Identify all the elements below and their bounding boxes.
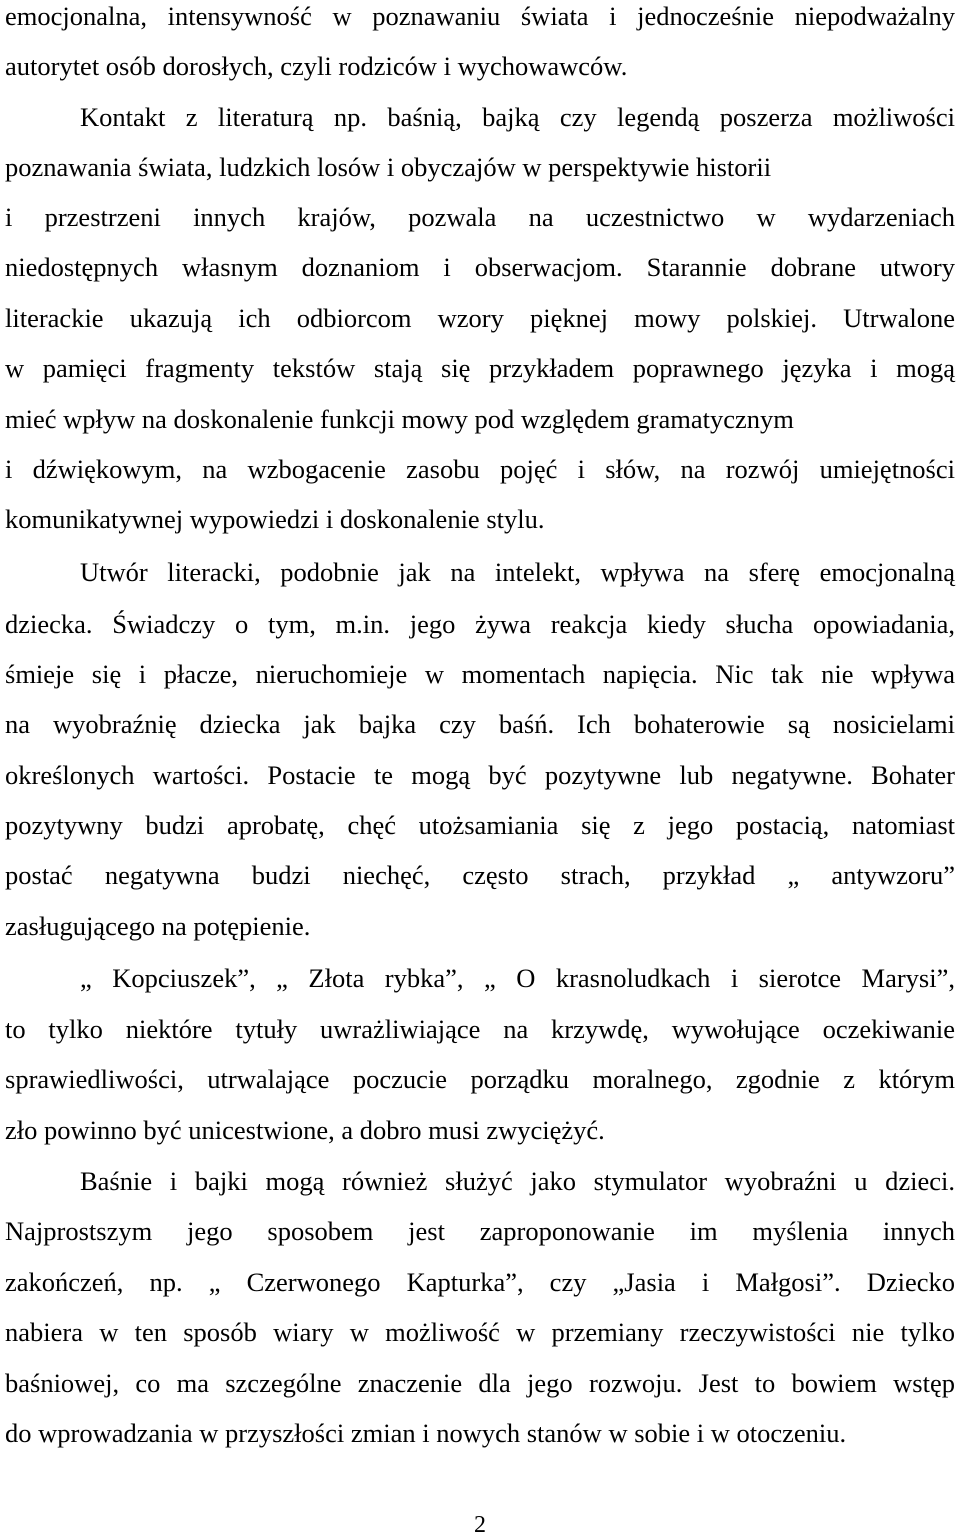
text-line: dziecka. Świadczy o tym, m.in. jego żywa reakcja kiedy słucha opowiadania, xyxy=(5,609,955,639)
text-line: i dźwiękowym, na wzbogacenie zasobu pojęć i słów, na rozwój umiejętności xyxy=(5,454,955,484)
text-line: postać negatywna budzi niechęć, często strach, przykład „ antywzoru” xyxy=(5,860,955,890)
text-line: poznawania świata, ludzkich losów i obyczajów w perspektywie historii xyxy=(5,152,772,182)
text-line: śmieje się i płacze, nieruchomieje w momentach napięcia. Nic tak nie wpływa xyxy=(5,659,955,689)
text-line: niedostępnych własnym doznaniom i obserwacjom. Starannie dobrane utwory xyxy=(5,252,955,282)
text-line: Utwór literacki, podobnie jak na intelekt, wpływa na sferę emocjonalną xyxy=(80,557,955,587)
text-line: zakończeń, np. „ Czerwonego Kapturka”, czy „Jasia i Małgosi”. Dziecko xyxy=(5,1267,955,1297)
text-line: Kontakt z literaturą np. baśnią, bajką czy legendą poszerza możliwości xyxy=(80,102,955,132)
text-line: Najprostszym jego sposobem jest zaproponowanie im myślenia innych xyxy=(5,1216,955,1246)
text-line: to tylko niektóre tytuły uwrażliwiające na krzywdę, wywołujące oczekiwanie xyxy=(5,1014,955,1044)
text-line: pozytywny budzi aprobatę, chęć utożsamiania się z jego postacią, natomiast xyxy=(5,810,955,840)
text-line: zło powinno być unicestwione, a dobro musi zwyciężyć. xyxy=(5,1115,605,1145)
text-line: autorytet osób dorosłych, czyli rodziców i wychowawców. xyxy=(5,51,628,81)
text-line: mieć wpływ na doskonalenie funkcji mowy pod względem gramatycznym xyxy=(5,404,794,434)
text-line: emocjonalna, intensywność w poznawaniu świata i jednocześnie niepodważalny xyxy=(5,1,955,31)
text-line: nabiera w ten sposób wiary w możliwość w przemiany rzeczywistości nie tylko xyxy=(5,1317,955,1347)
text-line: „ Kopciuszek”, „ Złota rybka”, „ O krasnoludkach i sierotce Marysi”, xyxy=(80,963,955,993)
text-line: i przestrzeni innych krajów, pozwala na uczestnictwo w wydarzeniach xyxy=(5,202,955,232)
text-line: na wyobraźnię dziecka jak bajka czy baśń. Ich bohaterowie są nosicielami xyxy=(5,709,955,739)
page-number: 2 xyxy=(474,1512,486,1538)
text-line: baśniowej, co ma szczególne znaczenie dla jego rozwoju. Jest to bowiem wstęp xyxy=(5,1368,955,1398)
text-line: komunikatywnej wypowiedzi i doskonalenie stylu. xyxy=(5,504,545,534)
text-line: literackie ukazują ich odbiorcom wzory pięknej mowy polskiej. Utrwalone xyxy=(5,303,955,333)
text-line: zasługującego na potępienie. xyxy=(5,911,311,941)
text-line: Baśnie i bajki mogą również służyć jako stymulator wyobraźni u dzieci. xyxy=(80,1166,955,1196)
text-line: sprawiedliwości, utrwalające poczucie porządku moralnego, zgodnie z którym xyxy=(5,1064,955,1094)
text-line: w pamięci fragmenty tekstów stają się przykładem poprawnego języka i mogą xyxy=(5,353,955,383)
text-line: do wprowadzania w przyszłości zmian i nowych stanów w sobie i w otoczeniu. xyxy=(5,1418,847,1448)
text-line: określonych wartości. Postacie te mogą być pozytywne lub negatywne. Bohater xyxy=(5,760,955,790)
